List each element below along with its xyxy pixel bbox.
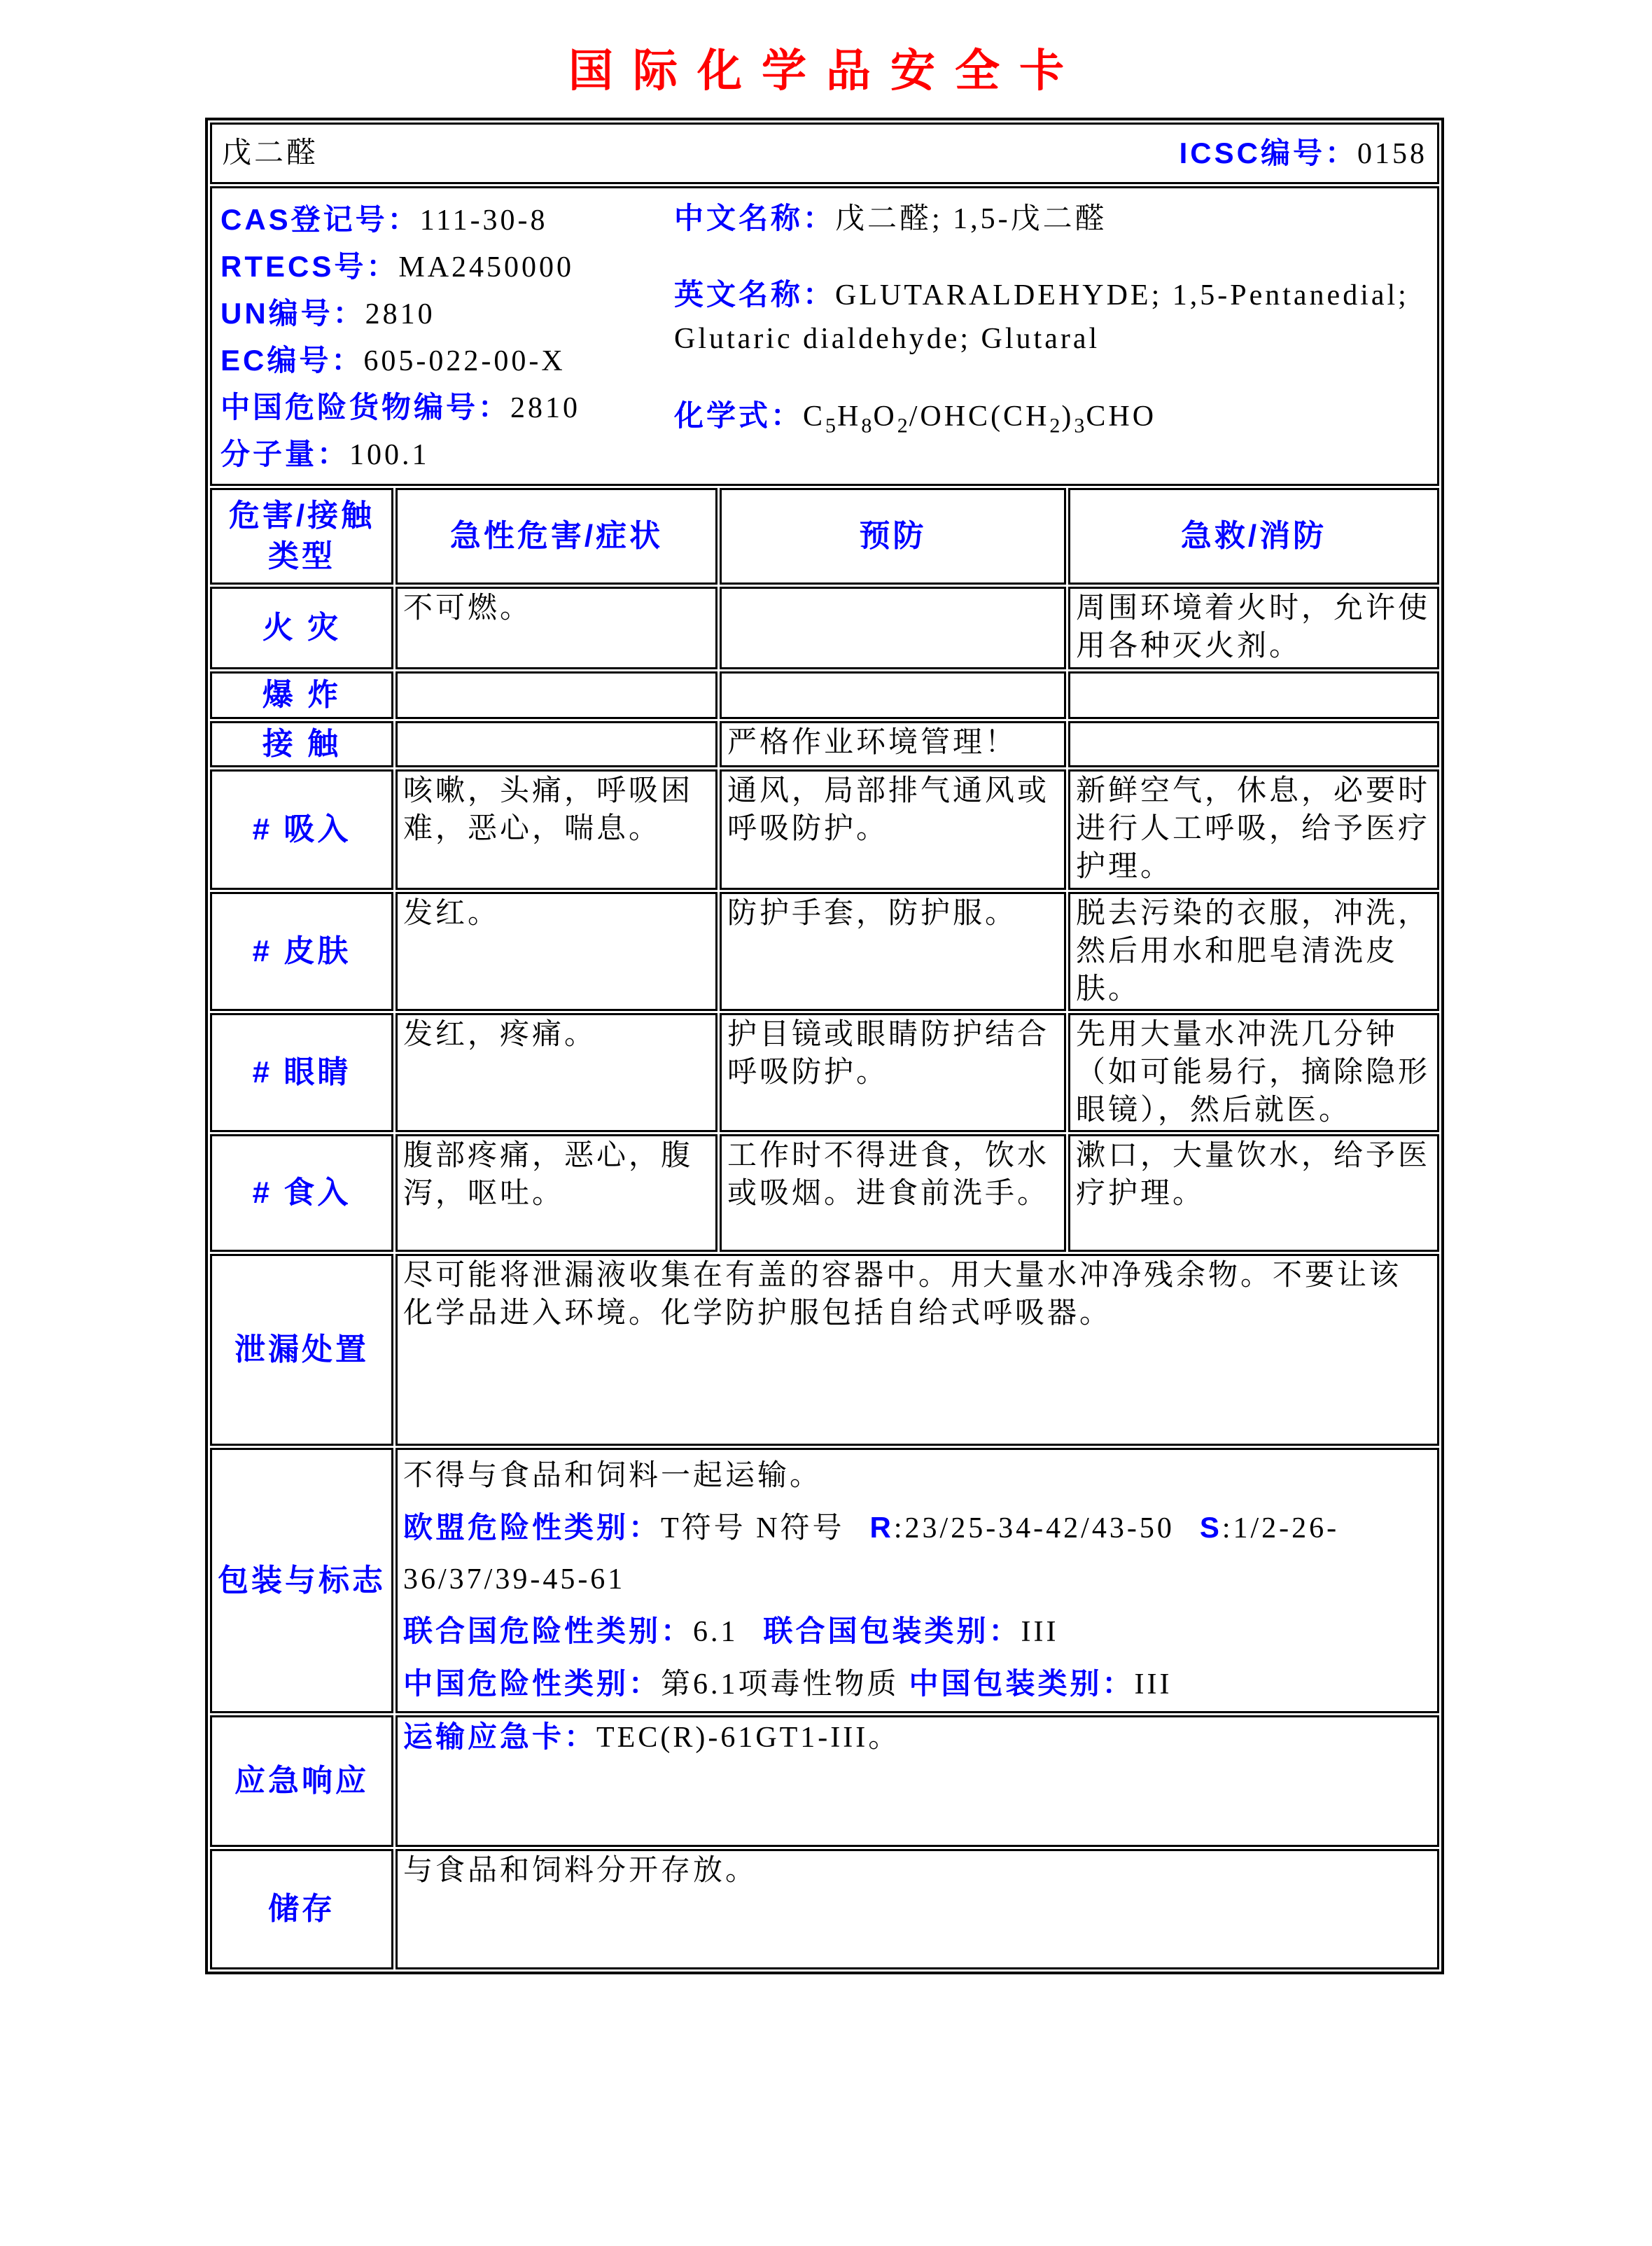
molecular-weight-label: 分子量： [220,438,350,470]
header-firstaid-firefighting: 急救/消防 [1068,488,1439,585]
page-title: 国际化学品安全卡 [568,45,1084,97]
explosion-symptoms [396,671,718,719]
identifiers-row [210,186,1439,486]
ec-number [220,337,674,384]
chinese-name [674,197,1429,241]
header-hazard-type: 危害/接触 类型 [210,488,393,585]
cn-hazard-class-value: 第6.1项毒性物质 [661,1668,899,1701]
english-name [674,273,1429,361]
spill-disposal-label: 泄漏处置 [210,1254,393,1446]
header-acute-symptoms: 急性危害/症状 [396,488,718,585]
cn-classification [403,1658,1432,1710]
eyes-firstaid: 先用大量水冲洗几分钟（如可能易行，摘除隐形眼镜），然后就医。 [1068,1013,1439,1132]
inhalation-type-label: # 吸入 [210,769,393,890]
skin-type-label: # 皮肤 [210,892,393,1011]
eyes-type-label: # 眼睛 [210,1013,393,1132]
un-number-value: 2810 [365,298,435,330]
r-phrases-label: R [869,1511,894,1544]
rtecs-number [220,244,674,291]
eyes-symptoms: 发红，疼痛。 [396,1013,718,1132]
eyes-prevention: 护目镜或眼睛防护结合呼吸防护。 [720,1013,1066,1132]
emergency-response-label: 应急响应 [210,1715,393,1847]
un-number-label: UN编号： [220,297,365,330]
packaging-labelling-row [210,1448,1439,1713]
icsc-number [1180,134,1427,173]
china-dg-number [220,384,674,431]
inhalation-prevention: 通风，局部排气通风或呼吸防护。 [720,769,1066,890]
hazard-row-explosion [210,671,1439,719]
cn-hazard-class-label: 中国危险性类别： [403,1667,662,1700]
emergency-response-content [396,1715,1439,1847]
explosion-firstaid [1068,671,1439,719]
eu-classification [403,1502,1432,1554]
un-classification [403,1605,1432,1658]
un-number [220,291,674,337]
safety-card-table [205,118,1444,1974]
contact-prevention: 严格作业环境管理！ [720,721,1066,767]
fire-firstaid: 周围环境着火时，允许使用各种灭火剂。 [1068,587,1439,669]
skin-firstaid: 脱去污染的衣服，冲洗，然后用水和肥皂清洗皮肤。 [1068,892,1439,1011]
hazard-row-eyes [210,1013,1439,1132]
english-name-value: GLUTARALDEHYDE; 1,5-Pentanedial; Glutaric dialdehyde; Glutaral [674,279,1409,355]
r-phrases-value: :23/25-34-42/43-50 [893,1512,1175,1544]
hazard-row-contact [210,721,1439,767]
hazard-row-ingestion [210,1134,1439,1252]
chemical-formula-label: 化学式： [674,399,804,432]
eu-classification-label: 欧盟危险性类别： [403,1511,662,1544]
transport-emergency-card-value: TEC(R)-61GT1-III。 [596,1722,901,1754]
molecular-weight [220,431,674,478]
ingestion-symptoms: 腹部疼痛，恶心，腹泻，呕吐。 [396,1134,718,1252]
transport-note: 不得与食品和饲料一起运输。 [403,1460,822,1492]
cas-number-label: CAS登记号： [220,203,420,236]
transport-emergency-card-label: 运输应急卡： [403,1720,597,1753]
rtecs-number-value: MA2450000 [398,251,575,284]
skin-symptoms: 发红。 [396,892,718,1011]
icsc-number-label: ICSC编号： [1179,136,1357,169]
icsc-number-value: 0158 [1357,137,1427,170]
chemical-formula [674,394,1429,447]
ingestion-firstaid: 漱口，大量饮水，给予医疗护理。 [1068,1134,1439,1252]
inhalation-symptoms: 咳嗽，头痛，呼吸困难，恶心，喘息。 [396,769,718,890]
chinese-name-label: 中文名称： [674,202,836,235]
explosion-type-label: 爆 炸 [210,671,393,719]
header-prevention: 预防 [720,488,1066,585]
s-phrases-label: S [1199,1511,1222,1544]
ec-number-value: 605-022-00-X [363,345,566,377]
cn-pack-group-label: 中国包装类别： [909,1667,1135,1700]
cn-pack-group-value: III [1134,1668,1172,1701]
chinese-name-value: 戊二醛; 1,5-戊二醛 [835,203,1107,235]
skin-prevention: 防护手套，防护服。 [720,892,1066,1011]
s-phrases-value: :1/2-26- [1222,1512,1340,1544]
explosion-prevention [720,671,1066,719]
ec-number-label: EC编号： [220,344,364,377]
un-hazard-class-value: 6.1 [693,1616,738,1648]
china-dg-number-label: 中国危险货物编号： [220,391,511,424]
storage-label: 储存 [210,1849,393,1969]
chemical-formula-value: $C_5H_8O_2/OHC(CH_2)_3CHO$ [803,400,1157,438]
ingestion-prevention: 工作时不得进食，饮水或吸烟。进食前洗手。 [720,1134,1066,1252]
s-phrases-continued: 36/37/39-45-61 [403,1563,626,1596]
name-cell [210,123,1439,184]
spill-disposal-row [210,1254,1439,1446]
ingestion-type-label: # 食入 [210,1134,393,1252]
spill-disposal-text: 尽可能将泄漏液收集在有盖的容器中。用大量水冲净残余物。不要让该化学品进入环境。化学防护服包括自给式呼吸器。 [396,1254,1439,1446]
name-list [674,197,1429,478]
contact-firstaid [1068,721,1439,767]
rtecs-number-label: RTECS号： [220,250,399,283]
fire-type-label: 火 灾 [210,587,393,669]
identifier-list [220,197,674,478]
hazard-row-inhalation [210,769,1439,890]
identifiers-cell [210,186,1439,486]
storage-text: 与食品和饲料分开存放。 [396,1849,1439,1969]
cas-number-value: 111-30-8 [419,204,548,237]
un-pack-group-label: 联合国包装类别： [763,1614,1021,1647]
packaging-labelling-content [396,1448,1439,1713]
fire-symptoms: 不可燃。 [396,587,718,669]
un-hazard-class-label: 联合国危险性类别： [403,1614,694,1647]
emergency-response-row [210,1715,1439,1847]
contact-type-label: 接 触 [210,721,393,767]
hazard-row-fire [210,587,1439,669]
inhalation-firstaid: 新鲜空气，休息，必要时进行人工呼吸，给予医疗护理。 [1068,769,1439,890]
contact-symptoms [396,721,718,767]
chemical-name: 戊二醛 [222,137,319,169]
storage-row [210,1849,1439,1969]
eu-symbols: T符号 N符号 [661,1512,845,1544]
china-dg-number-value: 2810 [510,392,581,424]
hazard-header-row [210,488,1439,585]
name-row [210,123,1439,184]
hazard-row-skin [210,892,1439,1011]
english-name-label: 英文名称： [674,278,836,311]
fire-prevention [720,587,1066,669]
cas-number [220,197,674,244]
molecular-weight-value: 100.1 [349,439,430,471]
un-pack-group-value: III [1021,1616,1059,1648]
packaging-labelling-label: 包装与标志 [210,1448,393,1713]
